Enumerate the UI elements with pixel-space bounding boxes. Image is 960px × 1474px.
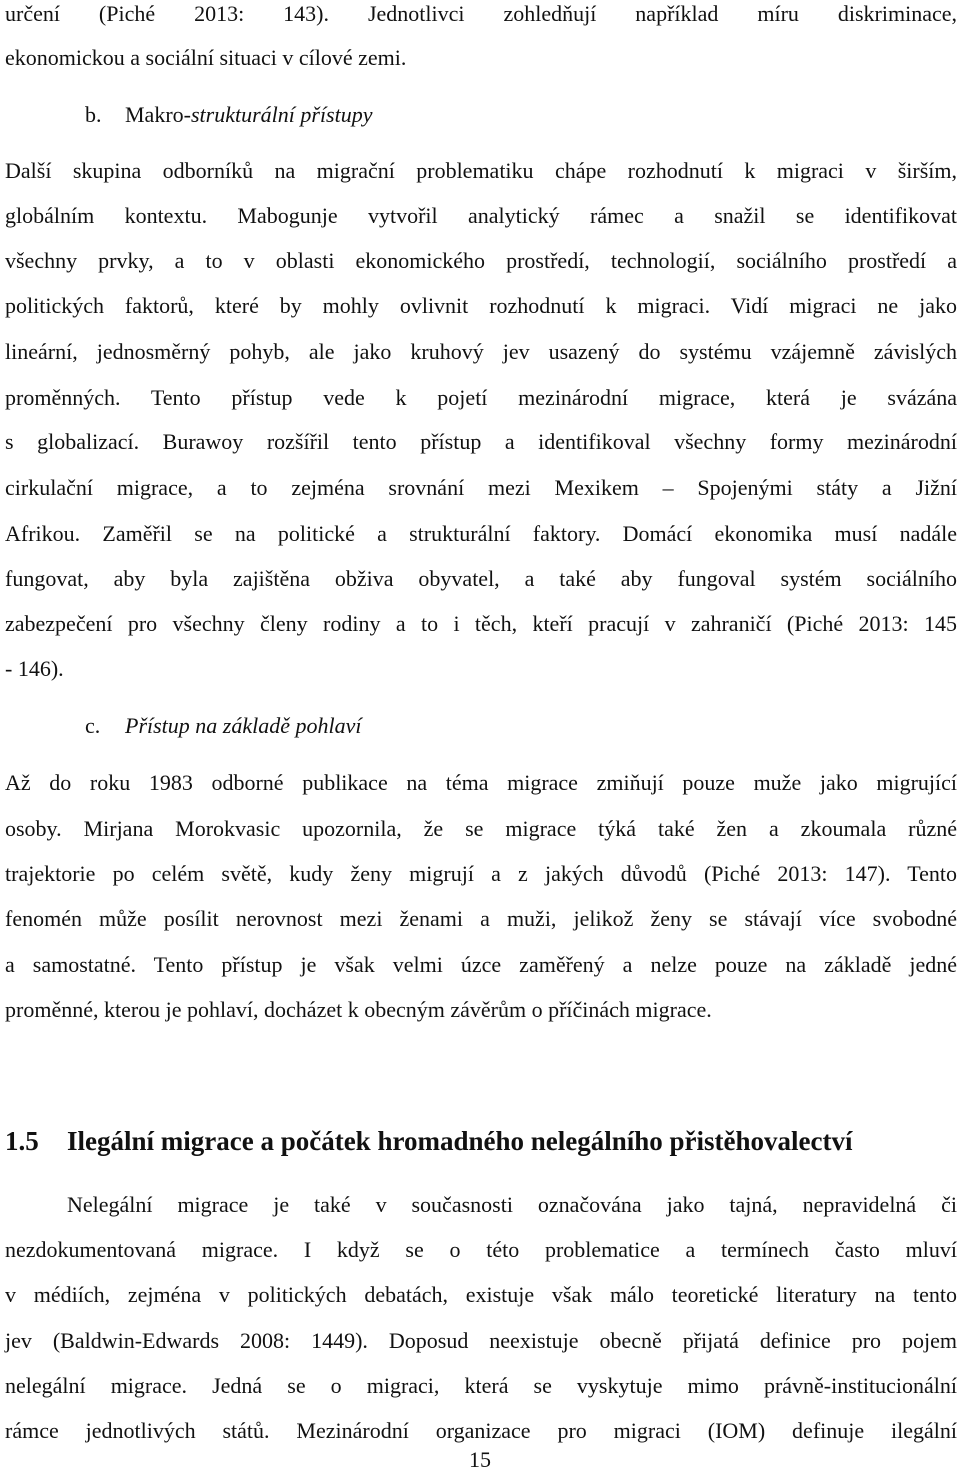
text-line: všechny prvky, a to v oblasti ekonomického prostředí, technologií, sociálního prostředí a — [5, 248, 957, 273]
subheading-letter: c. — [85, 713, 101, 738]
subheading-letter: b. — [85, 102, 102, 127]
subheading-title: Přístup na základě pohlaví — [125, 713, 362, 738]
page-number: 15 — [469, 1447, 491, 1472]
text-line: zabezpečení pro všechny členy rodiny a to i těch, kteří pracují v zahraničí (Piché 2013: 145 — [5, 611, 957, 636]
text-line: nelegální migrace. Jedná se o migraci, která se vyskytuje mimo právně-institucionální — [5, 1373, 957, 1398]
text-line: Nelegální migrace je také v současnosti označována jako tajná, nepravidelná či — [67, 1192, 957, 1217]
subheading-title: strukturální přístupy — [190, 102, 373, 127]
text-line: osoby. Mirjana Morokvasic upozornila, že se migrace týká také žen a zkoumala různé — [5, 816, 957, 841]
section-number: 1.5 — [5, 1126, 39, 1156]
text-line: proměnné, kterou je pohlaví, docházet k obecným závěrům o příčinách migrace. — [5, 997, 712, 1022]
text-line: nezdokumentovaná migrace. I když se o této problematice a termínech často mluví — [5, 1237, 957, 1262]
text-line: rámce jednotlivých států. Mezinárodní organizace pro migraci (IOM) definuje ilegální — [5, 1418, 957, 1443]
section-heading — [5, 1124, 852, 1158]
text-line: fungovat, aby byla zajištěna obživa obyvatel, a také aby fungoval systém sociálního — [5, 566, 957, 591]
text-line: politických faktorů, které by mohly ovlivnit rozhodnutí k migraci. Vidí migraci ne jako — [5, 293, 957, 318]
text-line: s globalizací. Burawoy rozšířil tento přístup a identifikoval všechny formy mezinárodní — [5, 429, 957, 454]
text-line: globálním kontextu. Mabogunje vytvořil analytický rámec a snažil se identifikovat — [5, 203, 957, 228]
text-line: - 146). — [5, 656, 64, 681]
text-line: ekonomickou a sociální situaci v cílové zemi. — [5, 45, 407, 70]
text-line: proměnných. Tento přístup vede k pojetí mezinárodní migrace, která je svázána — [5, 385, 957, 410]
text-line: jev (Baldwin-Edwards 2008: 1449). Doposud neexistuje obecně přijatá definice pro pojem — [5, 1328, 957, 1353]
text-line: lineární, jednosměrný pohyb, ale jako kruhový jev usazený do systému vzájemně závislých — [5, 339, 957, 364]
subheading-c — [85, 712, 361, 740]
text-line: a samostatné. Tento přístup je však velmi úzce zaměřený a nelze pouze na základě jedné — [5, 952, 957, 977]
text-line: Další skupina odborníků na migrační problematiku chápe rozhodnutí k migraci v širším, — [5, 158, 957, 183]
text-line: Afrikou. Zaměřil se na politické a strukturální faktory. Domácí ekonomika musí nadále — [5, 521, 957, 546]
subheading-title-prefix: Makro- — [125, 102, 191, 127]
text-line: fenomén může posílit nerovnost mezi ženami a muži, jelikož ženy se stávají více svobodné — [5, 906, 957, 931]
text-line: v médiích, zejména v politických debatách, existuje však málo teoretické literatury na tento — [5, 1282, 957, 1307]
subheading-b — [85, 101, 373, 129]
text-line: trajektorie po celém světě, kudy ženy migrují a z jakých důvodů (Piché 2013: 147). Tento — [5, 861, 957, 886]
section-title: Ilegální migrace a počátek hromadného nelegálního přistěhovalectví — [67, 1126, 853, 1156]
text-line: cirkulační migrace, a to zejména srovnání mezi Mexikem – Spojenými státy a Jižní — [5, 475, 957, 500]
text-line: určení (Piché 2013: 143). Jednotlivci zohledňují například míru diskriminace, — [5, 1, 957, 26]
text-line: Až do roku 1983 odborné publikace na téma migrace zmiňují pouze muže jako migrující — [5, 770, 957, 795]
